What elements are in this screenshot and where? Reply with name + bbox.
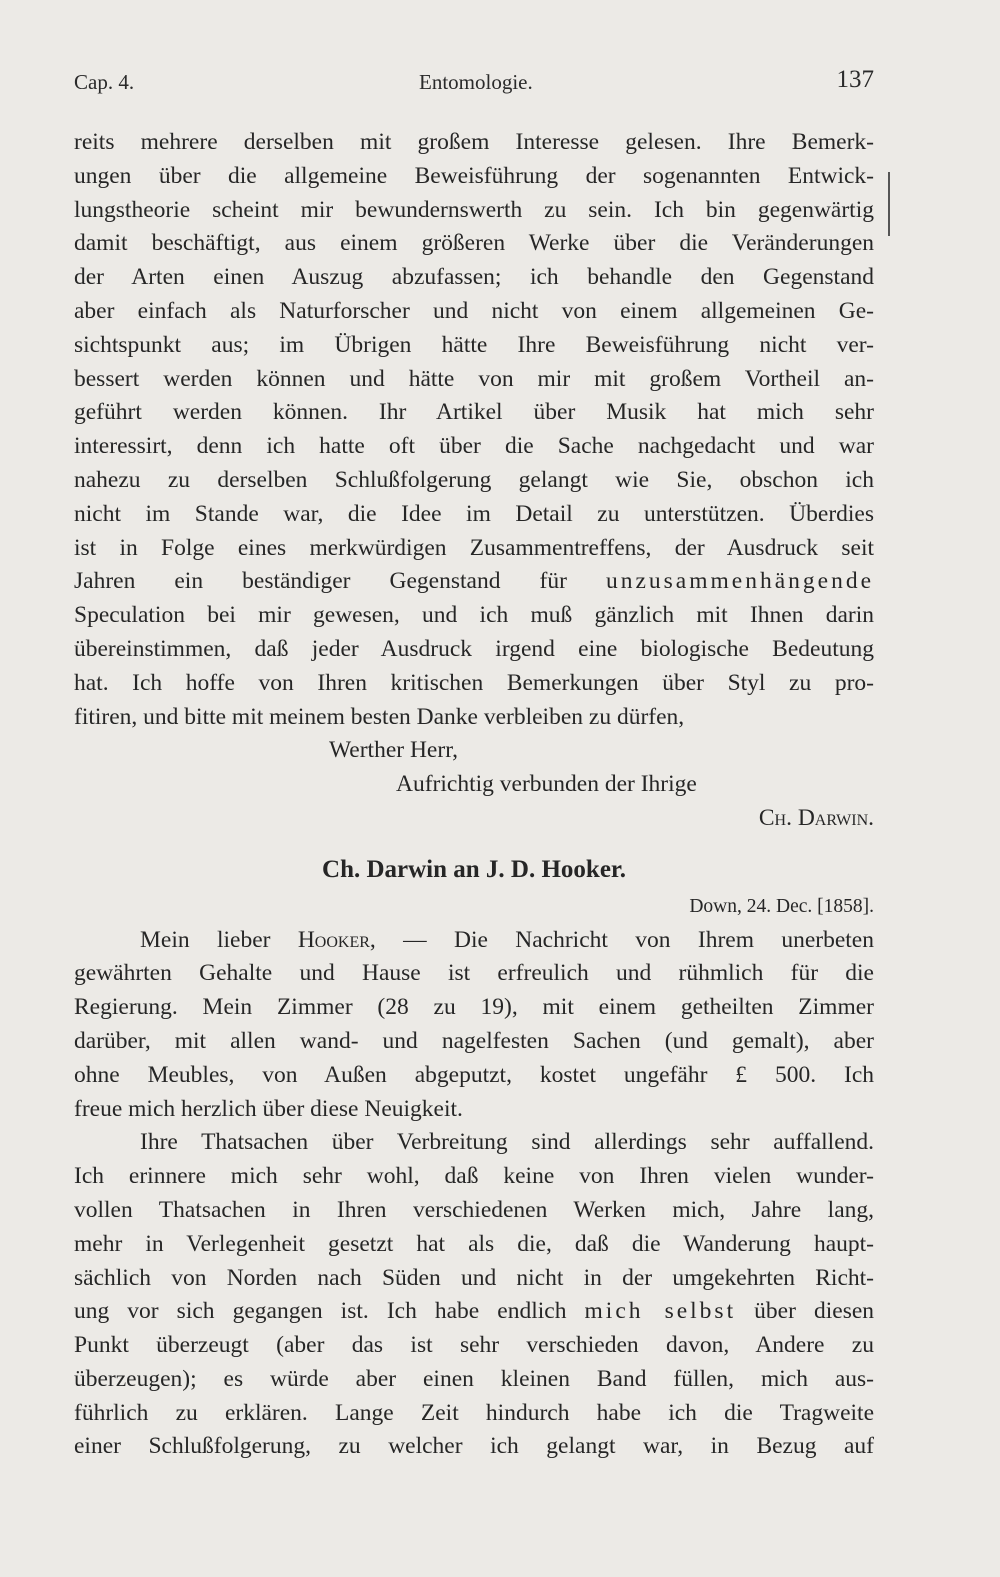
signature: Ch. Darwin. (758, 804, 874, 831)
text-line: fitiren, und bitte mit meinem besten Danke verbleiben zu dürfen, (74, 703, 685, 730)
running-header (74, 66, 874, 96)
page-body (74, 126, 874, 1464)
text-line (74, 1295, 874, 1329)
text-line: der Arten einen Auszug abzufassen; ich behandle den Gegenstand (74, 264, 874, 291)
text-line: interessirt, denn ich hatte oft über die Sache nachgedacht und war (74, 433, 874, 460)
text-line: damit beschäftigt, aus einem größeren Werke über die Veränderungen (74, 230, 874, 257)
text-line: Ihre Thatsachen über Verbreitung sind allerdings sehr auffallend. (140, 1129, 874, 1156)
closing: Aufrichtig verbunden der Ihrige (396, 771, 697, 798)
letter-one (74, 126, 874, 836)
spaced-emphasis: unzusammenhängende (605, 568, 875, 595)
text-line: lungstheorie scheint mir bewundernswerth zu sein. Ich bin gegenwärtig (74, 196, 874, 223)
text-line: Regierung. Mein Zimmer (28 zu 19), mit einem getheilten Zimmer (74, 994, 874, 1021)
text-line: aber einfach als Naturforscher und nicht von einem allgemeinen Ge- (74, 297, 874, 324)
text-line: Ich erinnere mich sehr wohl, daß keine von Ihren vielen wunder- (74, 1163, 874, 1190)
salutation: Werther Herr, (329, 737, 458, 764)
text-line: ist in Folge eines merkwürdigen Zusammentreffens, der Ausdruck seit (74, 534, 874, 561)
text-line: hat. Ich hoffe von Ihren kritischen Bemerkungen über Styl zu pro- (74, 669, 874, 696)
text-line: überzeugen); es würde aber einen kleinen Band füllen, mich aus- (74, 1365, 874, 1392)
text-line: sächlich von Norden nach Süden und nicht in der umgekehrten Richt- (74, 1264, 874, 1291)
text-segment: über diesen (754, 1298, 875, 1325)
text-line: bessert werden können und hätte von mir mit großem Vortheil an- (74, 365, 874, 392)
text-segment: Mein lieber (140, 926, 271, 953)
text-line: reits mehrere derselben mit großem Interesse gelesen. Ihre Bemerk- (74, 129, 874, 155)
letter-title: Ch. Darwin an J. D. Hooker. (322, 855, 626, 883)
text-line: übereinstimmen, daß jeder Ausdruck irgend eine biologische Bedeutung (74, 635, 874, 662)
page-number: 137 (836, 66, 874, 93)
text-segment: ung vor sich gegangen ist. Ich habe endlich (74, 1298, 567, 1325)
text-line: einer Schlußfolgerung, zu welcher ich gelangt war, in Bezug auf (74, 1433, 874, 1460)
letter-two (74, 836, 874, 1465)
text-line (74, 565, 874, 599)
spaced-emphasis: mich selbst (584, 1298, 737, 1325)
text-segment: — Die Nachricht von Ihrem unerbeten (403, 926, 874, 953)
text-line: ungen über die allgemeine Beweisführung der sogenannten Entwick- (74, 162, 874, 189)
text-line: ohne Meubles, von Außen abgeputzt, kostet ungefähr £ 500. Ich (74, 1061, 874, 1088)
text-line: Speculation bei mir gewesen, und ich muß gänzlich mit Ihnen darin (74, 602, 874, 629)
text-segment: Jahren ein beständiger Gegenstand für (74, 568, 567, 595)
text-line: vollen Thatsachen in Ihren verschiedenen Werken mich, Jahre lang, (74, 1196, 874, 1223)
text-line: Punkt überzeugt (aber das ist sehr verschieden davon, Andere zu (74, 1332, 874, 1359)
text-line: führlich zu erklären. Lange Zeit hindurch habe ich die Tragweite (74, 1399, 874, 1426)
addressee-name: Hooker, (297, 926, 376, 953)
text-line: gewährten Gehalte und Hause ist erfreulich und rühmlich für die (74, 960, 874, 987)
margin-mark (888, 172, 890, 236)
text-line (74, 924, 874, 958)
text-line: darüber, mit allen wand- und nagelfesten Sachen (und gemalt), aber (74, 1027, 874, 1054)
running-title: Entomologie. (419, 70, 533, 94)
text-line: sichtspunkt aus; im Übrigen hätte Ihre Beweisführung nicht ver- (74, 331, 874, 358)
text-line: nahezu zu derselben Schlußfolgerung gelangt wie Sie, obschon ich (74, 466, 874, 493)
text-line: nicht im Stande war, die Idee im Detail zu unterstützen. Überdies (74, 500, 874, 527)
chapter-label: Cap. 4. (74, 70, 135, 94)
text-line: freue mich herzlich über diese Neuigkeit. (74, 1095, 463, 1122)
dateline: Down, 24. Dec. [1858]. (689, 895, 874, 917)
text-line: geführt werden können. Ihr Artikel über Musik hat mich sehr (74, 399, 874, 426)
text-line: mehr in Verlegenheit gesetzt hat als die, daß die Wanderung haupt- (74, 1230, 874, 1257)
